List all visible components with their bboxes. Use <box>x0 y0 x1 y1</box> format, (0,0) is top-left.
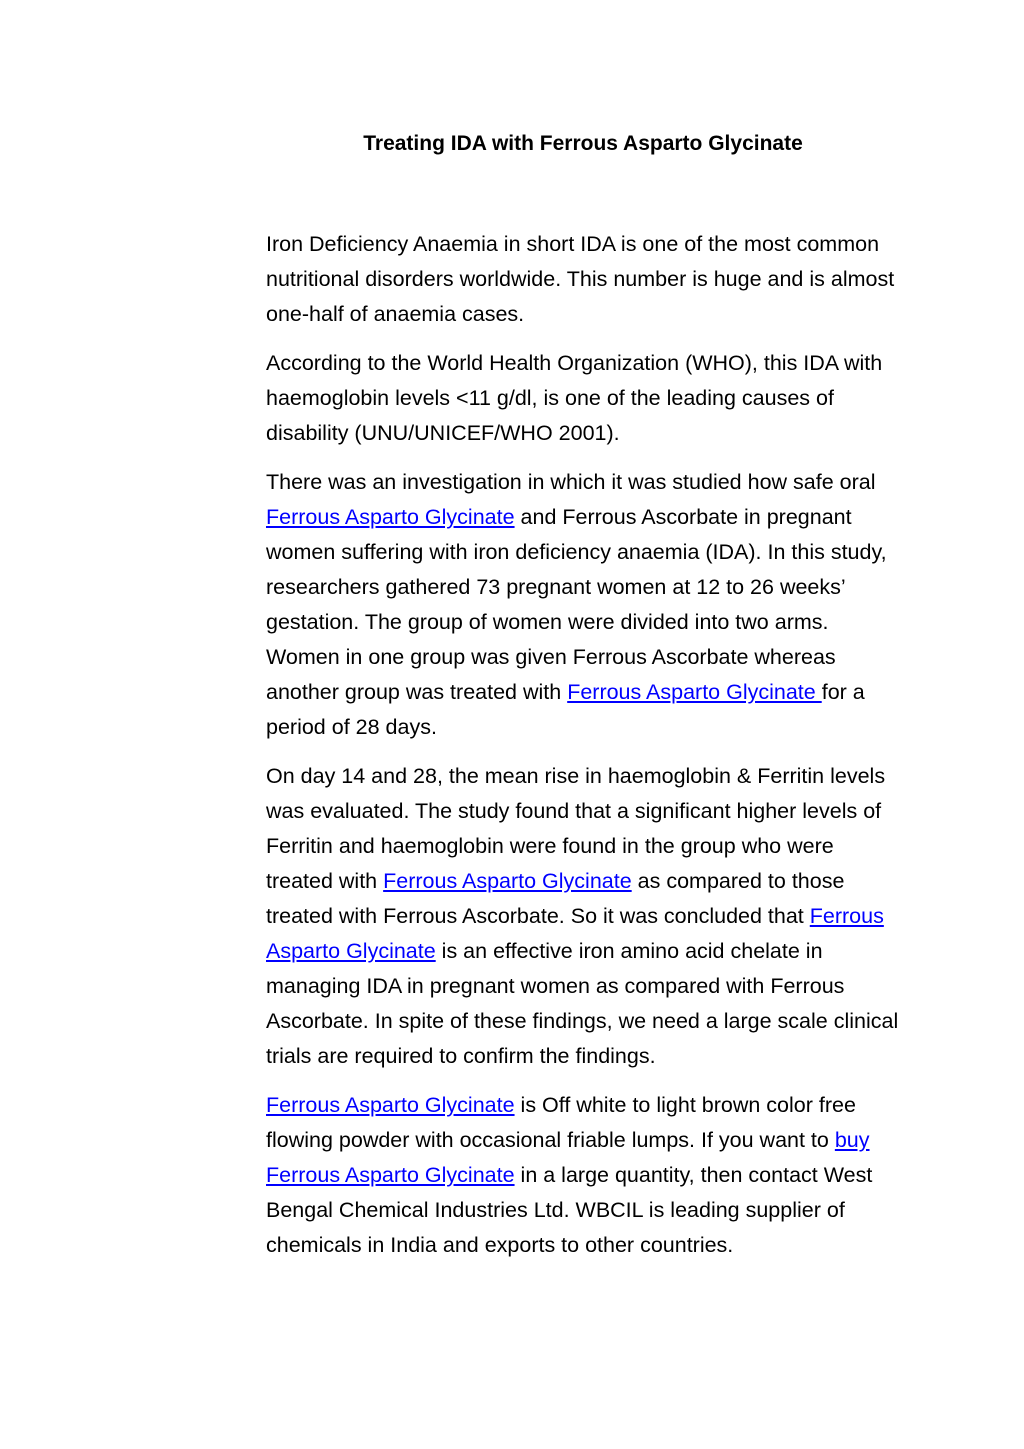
paragraph-intro <box>266 227 906 332</box>
paragraph-text: is an effective iron amino acid chelate in managing IDA in pregnant women as compared with Ferrous Ascorbate. In spite of these findings, we need a large scale clinical trials are required to confirm the findings. <box>266 939 899 1068</box>
paragraph-text: is Off white to light brown color free flowing powder with occasional friable lumps. If you want to <box>266 1093 856 1152</box>
ferrous-asparto-glycinate-link[interactable]: Ferrous Asparto Glycinate <box>383 869 632 893</box>
paragraph-text: There was an investigation in which it was studied how safe oral <box>266 470 876 494</box>
ferrous-asparto-glycinate-link[interactable]: Ferrous Asparto Glycinate <box>567 680 822 704</box>
ferrous-asparto-glycinate-link[interactable]: Ferrous Asparto Glycinate <box>266 1093 515 1117</box>
ferrous-asparto-glycinate-link[interactable]: Ferrous Asparto Glycinate <box>266 904 884 963</box>
paragraph-text: as compared to those treated with Ferrous Ascorbate. So it was concluded that <box>266 869 845 928</box>
paragraph-text: On day 14 and 28, the mean rise in haemoglobin & Ferritin levels was evaluated. The study found that a significant higher levels of Ferritin and haemoglobin were found in the group who were treated with <box>266 764 886 893</box>
paragraph-text: According to the World Health Organization (WHO), this IDA with haemoglobin levels <11 g/dl, is one of the leading causes of disability (UNU/UNICEF/WHO 2001). <box>266 351 883 445</box>
paragraph-results <box>266 759 906 1074</box>
paragraph-text: in a large quantity, then contact West Bengal Chemical Industries Ltd. WBCIL is leading supplier of chemicals in India and exports to other countries. <box>266 1163 873 1257</box>
paragraph-who <box>266 346 906 451</box>
paragraph-investigation <box>266 465 906 745</box>
buy-ferrous-asparto-glycinate-link[interactable]: buy Ferrous Asparto Glycinate <box>266 1128 870 1187</box>
paragraph-text: Iron Deficiency Anaemia in short IDA is one of the most common nutritional disorders worldwide. This number is huge and is almost one-half of anaemia cases. <box>266 232 895 326</box>
document-title: Treating IDA with Ferrous Asparto Glycinate <box>363 132 803 155</box>
document-body <box>266 227 906 1277</box>
ferrous-asparto-glycinate-link[interactable]: Ferrous Asparto Glycinate <box>266 505 515 529</box>
paragraph-text: and Ferrous Ascorbate in pregnant women suffering with iron deficiency anaemia (IDA). In this study, researchers gathered 73 pregnant women at 12 to 26 weeks’ gestation. The group of women were divided into two arms. Women in one group was given Ferrous Ascorbate whereas another group was treated with <box>266 505 887 704</box>
paragraph-text: for a period of 28 days. <box>266 680 865 739</box>
paragraph-product <box>266 1088 906 1263</box>
